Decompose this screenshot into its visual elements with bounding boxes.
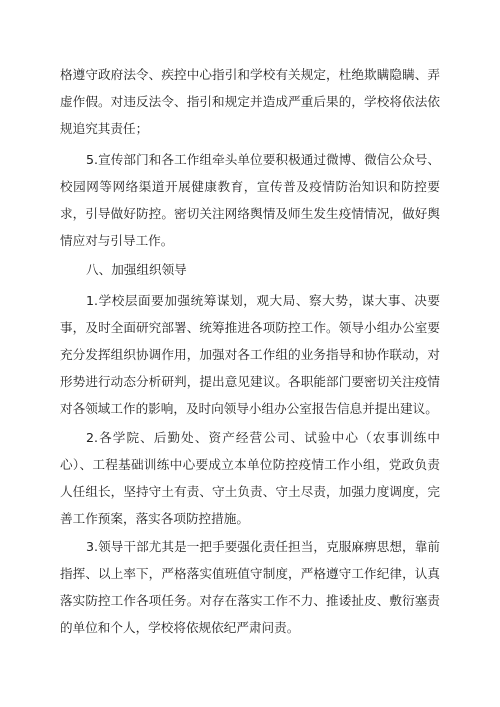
paragraph-item-3: 3.领导干部尤其是一把手要强化责任担当，克服麻痹思想，靠前指挥、以上率下，严格落实值班值守制度，严格遵守工作纪律，认真落实防控工作各项任务。对存在落实工作不力、推诿扯皮、敷衍塞责的单位和个人，学校将依规依纪严肃问责。: [60, 539, 440, 635]
paragraph-item-1: 1.学校层面要加强统筹谋划，观大局、察大势，谋大事、决要事，及时全面研究部署、统筹推进各项防控工作。领导小组办公室要充分发挥组织协调作用，加强对各工作组的业务指导和协作联动，对形势进行动态分析研判，提出意见建议。各职能部门要密切关注疫情对各领域工作的影响，及时向领导小组办公室报告信息并提出建议。: [60, 293, 440, 416]
paragraph-item-5: 5.宣传部门和各工作组牵头单位要积极通过微博、微信公众号、校园网等网络渠道开展健康教育，宣传普及疫情防治知识和防控要求，引导做好防控。密切关注网络舆情及师生发生疫情情况，做好舆情应对与引导工作。: [60, 152, 440, 248]
section-heading-8: 八、加强组织领导: [86, 262, 187, 277]
paragraph-continuation: 格遵守政府法令、疾控中心指引和学校有关规定，杜绝欺瞒隐瞒、弄虚作假。对违反法令、指引和规定并造成严重后果的，学校将依法依规追究其责任；: [60, 67, 440, 136]
paragraph-item-2: 2.各学院、后勤处、资产经营公司、试验中心（农事训练中心）、工程基础训练中心要成立本单位防控疫情工作小组，党政负责人任组长，坚持守土有责、守土负责、守土尽责，加强力度调度，完善工作预案，落实各项防控措施。: [60, 430, 440, 526]
